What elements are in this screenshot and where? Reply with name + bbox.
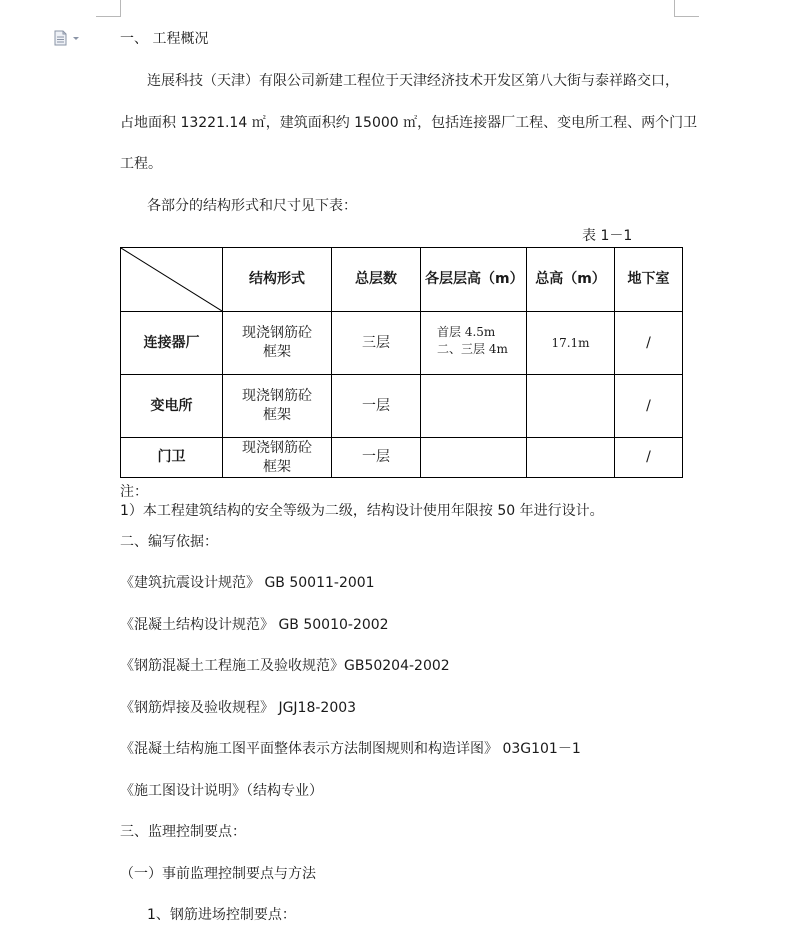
row-floors: 一层 xyxy=(332,438,421,478)
para-line-1: 连展科技（天津）有限公司新建工程位于天津经济技术开发区第八大街与泰祥路交口， xyxy=(147,73,679,89)
structure-line: 现浇钢筋砼 xyxy=(242,388,312,404)
header-floor-heights: 各层层高（m） xyxy=(421,248,527,312)
table-row xyxy=(121,312,683,375)
row-floor-heights xyxy=(421,438,527,478)
row-basement: / xyxy=(615,312,683,375)
reference-item: 《施工图设计说明》（结构专业） xyxy=(120,783,323,799)
row-name: 门卫 xyxy=(121,438,223,478)
reference-item: 《混凝土结构施工图平面整体表示方法制图规则和构造详图》 03G101－1 xyxy=(120,741,581,757)
table-intro: 各部分的结构形式和尺寸见下表： xyxy=(147,198,357,214)
header-total-height: 总高（m） xyxy=(527,248,615,312)
chevron-down-icon xyxy=(73,37,79,40)
table-row xyxy=(121,438,683,478)
row-basement: / xyxy=(615,375,683,438)
margin-corner-top-left xyxy=(96,0,121,17)
structure-line: 框架 xyxy=(263,407,291,423)
reference-item: 《建筑抗震设计规范》 GB 50011-2001 xyxy=(120,575,375,591)
header-structure: 结构形式 xyxy=(223,248,332,312)
section2-heading: 二、编写依据： xyxy=(120,534,218,550)
table-caption: 表 1－1 xyxy=(582,228,633,244)
height-line: 二、三层 4m xyxy=(437,342,508,356)
para-line-2: 占地面积 13221.14 ㎡，建筑面积约 15000 ㎡，包括连接器厂工程、变电所工程、两个门卫 xyxy=(120,115,698,131)
row-floor-heights xyxy=(421,312,527,375)
table-header-row xyxy=(121,248,683,312)
para-line-3: 工程。 xyxy=(120,156,162,172)
table-row xyxy=(121,375,683,438)
reference-item: 《钢筋混凝土工程施工及验收规范》GB50204-2002 xyxy=(120,658,450,674)
document-icon[interactable] xyxy=(53,30,83,46)
height-line: 首层 4.5m xyxy=(437,325,496,339)
section3-subheading: （一）事前监理控制要点与方法 xyxy=(120,866,316,882)
structure-line: 框架 xyxy=(263,344,291,360)
row-name: 变电所 xyxy=(121,375,223,438)
reference-item: 《混凝土结构设计规范》 GB 50010-2002 xyxy=(120,617,389,633)
row-basement: / xyxy=(615,438,683,478)
row-floors: 一层 xyxy=(332,375,421,438)
structure-line: 框架 xyxy=(263,458,291,475)
diagonal-corner-cell xyxy=(121,248,223,312)
structure-line: 现浇钢筋砼 xyxy=(242,439,312,456)
row-structure xyxy=(223,375,332,438)
header-floors: 总层数 xyxy=(332,248,421,312)
notes-label: 注： xyxy=(120,484,148,500)
section3-item: 1、钢筋进场控制要点： xyxy=(147,907,296,923)
row-structure xyxy=(223,312,332,375)
row-total-height: 17.1m xyxy=(527,312,615,375)
note-item-1: 1）本工程建筑结构的安全等级为二级，结构设计使用年限按 50 年进行设计。 xyxy=(120,503,604,519)
row-total-height xyxy=(527,375,615,438)
row-floor-heights xyxy=(421,375,527,438)
structure-line: 现浇钢筋砼 xyxy=(242,325,312,341)
structure-table xyxy=(120,247,683,478)
reference-item: 《钢筋焊接及验收规程》 JGJ18-2003 xyxy=(120,700,357,716)
row-structure xyxy=(223,438,332,478)
header-basement: 地下室 xyxy=(615,248,683,312)
section3-heading: 三、监理控制要点： xyxy=(120,824,246,840)
row-floors: 三层 xyxy=(332,312,421,375)
margin-corner-top-right xyxy=(674,0,699,17)
row-total-height xyxy=(527,438,615,478)
row-name: 连接器厂 xyxy=(121,312,223,375)
section1-heading: 一、 工程概况 xyxy=(120,31,209,47)
